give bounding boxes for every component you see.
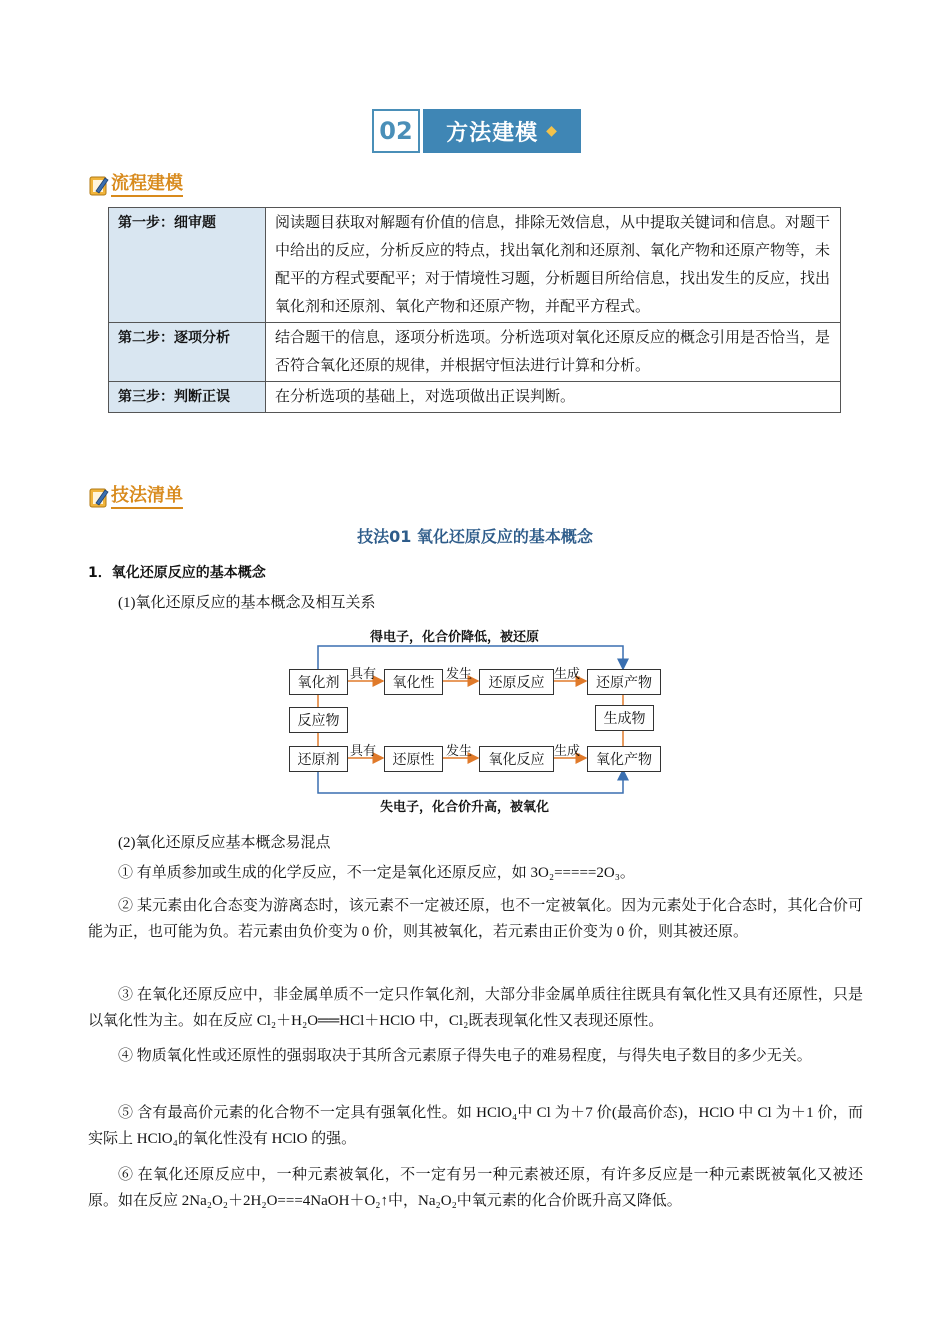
banner-number: 02	[372, 109, 420, 153]
table-row	[109, 208, 841, 323]
step-text: 结合题干的信息，逐项分析选项。分析选项对氧化还原反应的概念引用是否恰当，是否符合氧化还原的规律，并根据守恒法进行计算和分析。	[266, 323, 841, 382]
heading-1: 1．氧化还原反应的基本概念	[88, 565, 266, 581]
section-heading-flow	[88, 173, 183, 197]
box-reducing: 还原性	[384, 746, 443, 772]
subheading-2: (2)氧化还原反应基本概念易混点	[118, 835, 331, 851]
arrow-label: 具有	[350, 667, 377, 682]
section-heading-methods	[88, 485, 183, 509]
top-label: 得电子，化合价降低，被还原	[370, 630, 540, 645]
arrow-label: 发生	[446, 744, 473, 759]
point-5: ⑤ 含有最高价元素的化合物不一定具有强氧化性。如 HClO₄中 Cl 为＋7 价(最高价态)，HClO 中 Cl 为＋1 价，而实际上 HClO₄的氧化性没有 HClO 的强。	[88, 1105, 863, 1147]
box-oxidation-reaction: 氧化反应	[479, 746, 554, 772]
box-reductant: 还原剂	[289, 746, 348, 772]
section-title: 技法清单	[111, 485, 183, 509]
box-oxidant: 氧化剂	[289, 669, 348, 695]
arrow-label: 生成	[554, 667, 581, 682]
point-2: ② 某元素由化合态变为游离态时，该元素不一定被还原，也不一定被氧化。因为元素处于化合态时，其化合价可能为正，也可能为负。若元素由负价变为 0 价，则其被氧化，若元素由正价变为 0 价，则其被还原。	[88, 898, 863, 940]
method-title: 技法01 氧化还原反应的基本概念	[357, 527, 593, 546]
point-4: ④ 物质氧化性或还原性的强弱取决于其所含元素原子得失电子的难易程度，与得失电子数目的多少无关。	[118, 1048, 812, 1064]
point-6: ⑥ 在氧化还原反应中，一种元素被氧化，不一定有另一种元素被还原，有许多反应是一种元素既被氧化又被还原。如在反应 2Na₂O₂＋2H₂O===4NaOH＋O₂↑中，Na₂O₂中氧元素的化合价既升高又降低。	[88, 1167, 863, 1209]
step-text: 在分析选项的基础上，对选项做出正误判断。	[266, 382, 841, 413]
step-label: 第二步：逐项分析	[109, 323, 266, 382]
arrow-label: 生成	[554, 744, 581, 759]
box-oxidizing: 氧化性	[384, 669, 443, 695]
arrow-label: 具有	[350, 744, 377, 759]
table-row	[109, 382, 841, 413]
box-reduction-reaction: 还原反应	[479, 669, 554, 695]
section-banner	[372, 109, 581, 153]
point-1: ① 有单质参加或生成的化学反应，不一定是氧化还原反应，如 3O₂=====2O₃。	[118, 865, 635, 881]
notebook-pencil-icon	[88, 173, 110, 197]
box-product: 生成物	[595, 705, 654, 731]
bottom-label: 失电子，化合价升高，被氧化	[380, 800, 550, 815]
notebook-pencil-icon	[88, 485, 110, 509]
flow-table	[108, 207, 841, 413]
box-reactant: 反应物	[289, 707, 348, 733]
arrow-label: 发生	[446, 667, 473, 682]
concept-diagram	[270, 624, 690, 819]
banner-title	[423, 109, 581, 153]
table-row	[109, 323, 841, 382]
banner-title-text: 方法建模	[446, 120, 539, 146]
step-label: 第三步：判断正误	[109, 382, 266, 413]
diamond-icon: ◆	[546, 123, 558, 139]
point-3: ③ 在氧化还原反应中，非金属单质不一定只作氧化剂，大部分非金属单质往往既具有氧化性又具有还原性，只是以氧化性为主。如在反应 Cl₂＋H₂O══HCl＋HClO 中，Cl₂既表现氧化性又表现还原性。	[88, 987, 863, 1029]
section-title: 流程建模	[111, 173, 183, 197]
step-label: 第一步：细审题	[109, 208, 266, 323]
step-text: 阅读题目获取对解题有价值的信息，排除无效信息，从中提取关键词和信息。对题干中给出的反应，分析反应的特点，找出氧化剂和还原剂、氧化产物和还原产物等，未配平的方程式要配平；对于情境性习题，分析题目所给信息，找出发生的反应，找出氧化剂和还原剂、氧化产物和还原产物，并配平方程式。	[266, 208, 841, 323]
subheading-1: (1)氧化还原反应的基本概念及相互关系	[118, 595, 376, 611]
box-reduction-product: 还原产物	[587, 669, 661, 695]
box-oxidation-product: 氧化产物	[587, 746, 661, 772]
